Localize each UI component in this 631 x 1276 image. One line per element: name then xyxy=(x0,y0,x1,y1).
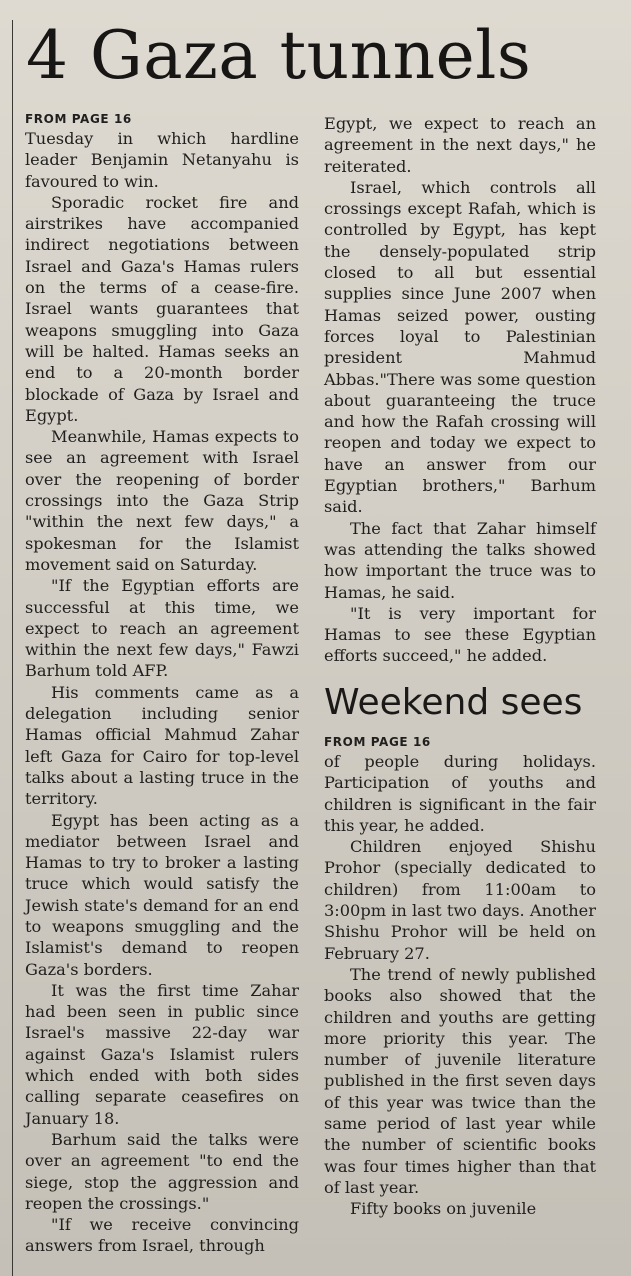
article-paragraph: Barhum said the talks were over an agreement "to end the siege, stop the aggression and reopen the crossings." xyxy=(25,1129,299,1213)
article-paragraph: Egypt, we expect to reach an agreement in the next days," he reiterated. xyxy=(324,114,596,176)
left-column xyxy=(25,111,299,1257)
continuation-kicker: FROM PAGE 16 xyxy=(25,112,132,126)
second-story-column xyxy=(324,734,596,1220)
headline: 4 Gaza tunnels xyxy=(26,17,532,94)
article-paragraph: Egypt has been acting as a mediator between Israel and Hamas to try to broker a lasting truce which would satisfy the Jewish state's demand for an end to weapons smuggling and the Islamist's demand to reopen Gaza's borders. xyxy=(25,810,299,979)
article-paragraph: His comments came as a delegation including senior Hamas official Mahmud Zahar left Gaza for Cairo for top-level talks about a lasting truce in the territory. xyxy=(25,682,299,809)
article-paragraph: FROM PAGE 16 Tuesday in which hardline leader Benjamin Netanyahu is favoured to win. xyxy=(25,112,299,191)
article-paragraph: "It is very important for Hamas to see these Egyptian efforts succeed," he added. xyxy=(324,603,596,666)
article-paragraph: It was the first time Zahar had been seen in public since Israel's massive 22-day war against Gaza's Islamist rulers which ended with both sides calling separate ceasefires on January 18. xyxy=(25,980,299,1128)
article-paragraph: Fifty books on juvenile xyxy=(350,1199,537,1219)
article-paragraph: The trend of newly published books also showed that the children and youths are getting more priority this year. The number of juvenile literature published in the first seven days of this year was twice than the same period of last year while the number of scientific books was four times higher than that of last year. xyxy=(324,964,596,1197)
right-column xyxy=(324,113,596,667)
second-headline: Weekend sees xyxy=(324,682,583,723)
article-paragraph: FROM PAGE 16 of people during holidays. Participation of youths and children is significant in the fair this year, he added. xyxy=(324,735,596,835)
article-paragraph: Israel, which controls all crossings except Rafah, which is controlled by Egypt, has kept the densely-populated strip closed to all but essential supplies since June 2007 when Hamas seized power, ousting forces loyal to Palestinian president Mahmud Abbas."There was some question about guaranteeing the truce and how the Rafah crossing will reopen and today we expect to have an answer from our Egyptian brothers," Barhum said. xyxy=(324,177,596,517)
article-paragraph: The fact that Zahar himself was attending the talks showed how important the truce was to Hamas, he said. xyxy=(324,518,596,602)
article-paragraph: "If the Egyptian efforts are successful at this time, we expect to reach an agreement within the next few days," Fawzi Barhum told AFP. xyxy=(25,576,299,681)
article-paragraph: Sporadic rocket fire and airstrikes have accompanied indirect negotiations between Israel and Gaza's Hamas rulers on the terms of a cease-fire. Israel wants guarantees that weapons smuggling into Gaza will be halted. Hamas seeks an end to a 20-month border blockade of Gaza by Israel and Egypt. xyxy=(25,192,299,425)
article-paragraph: Children enjoyed Shishu Prohor (specially dedicated to children) from 11:00am to 3:00pm in last two days. Another Shishu Prohor will be held on February 27. xyxy=(324,837,596,963)
article-paragraph: Meanwhile, Hamas expects to see an agreement with Israel over the reopening of border crossings into the Gaza Strip "within the next few days," a spokesman for the Islamist movement said on Saturday. xyxy=(25,427,299,574)
article-paragraph: "If we receive convincing answers from Israel, through xyxy=(25,1215,299,1256)
continuation-kicker: FROM PAGE 16 xyxy=(324,735,431,749)
column-rule xyxy=(12,20,13,1276)
